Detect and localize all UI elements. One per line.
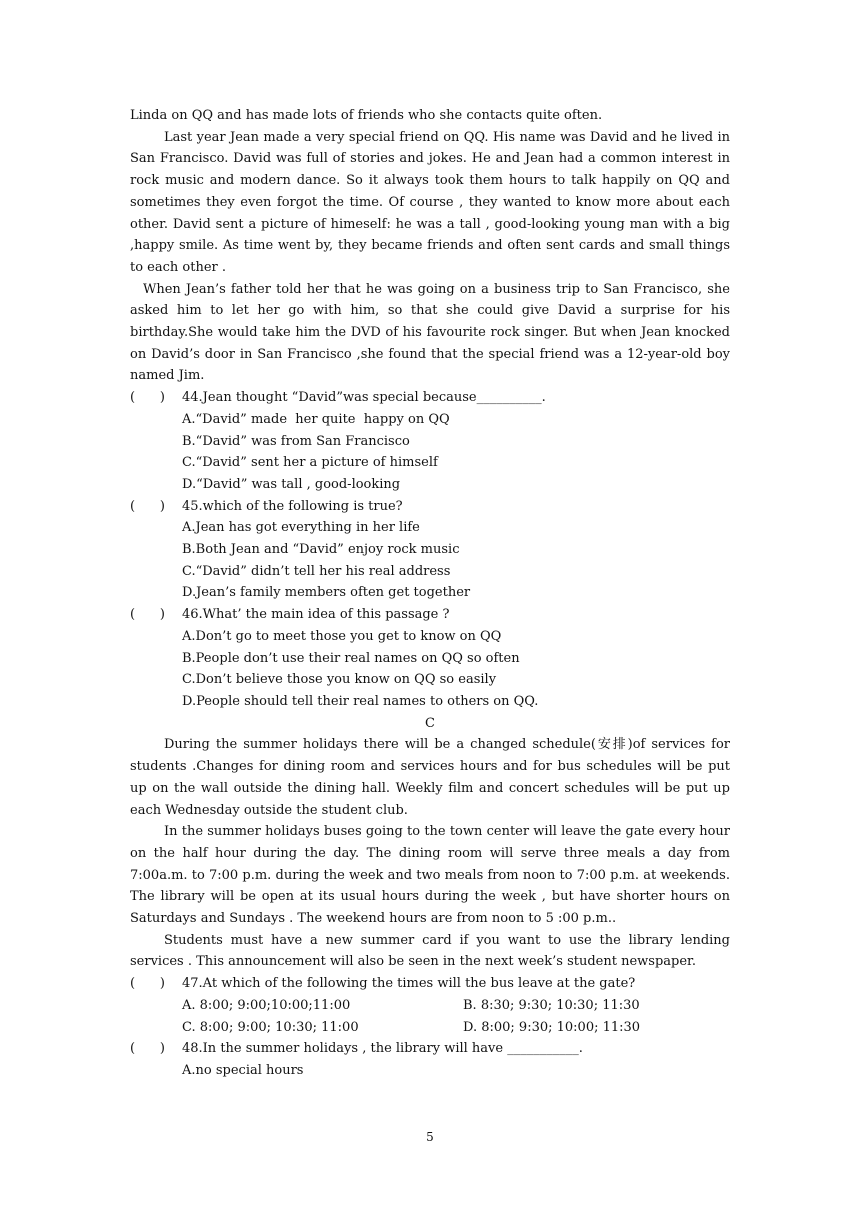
question-44 (130, 387, 730, 496)
option-d: D.Jean’s family members often get together (182, 585, 471, 601)
question-stem: 46.What’ the main idea of this passage ? (182, 607, 450, 623)
option-b: B. 8:30; 9:30; 10:30; 11:30 (463, 997, 640, 1013)
option-d: D.People should tell their real names to others on QQ. (182, 693, 539, 709)
answer-blank[interactable]: ( ) (130, 390, 165, 406)
question-stem: 45.which of the following is true? (182, 498, 403, 514)
option-a: A.“David” made her quite happy on QQ (182, 411, 450, 427)
option-c: C. 8:00; 9:00; 10:30; 11:00 (182, 1019, 359, 1035)
option-a: A.Jean has got everything in her life (182, 520, 420, 536)
question-47 (130, 973, 730, 1038)
question-46 (130, 604, 730, 713)
question-stem: 44.Jean thought “David”was special because__________. (182, 390, 546, 406)
question-stem: 48.In the summer holidays , the library will have ___________. (182, 1041, 583, 1057)
option-b: B.“David” was from San Francisco (182, 433, 410, 449)
option-c: C.“David” didn’t tell her his real address (182, 563, 451, 579)
question-48 (130, 1038, 730, 1081)
option-d: D. 8:00; 9:30; 10:00; 11:30 (463, 1019, 641, 1035)
option-a: A. 8:00; 9:00;10:00;11:00 (182, 997, 351, 1013)
option-c: C.Don’t believe those you know on QQ so easily (182, 672, 497, 688)
passage-b-paragraph-1: Last year Jean made a very special friend on QQ. His name was David and he lived in San Francisco. David was full of stories and jokes. He and Jean had a common interest in rock music and modern dance. So it always took them hours to talk happily on QQ and sometimes they even forgot the time. Of course , they wanted to know more about each other. David sent a picture of himeself: he was a tall , good-looking young man with a big ,happy smile. As time went by, they became friends and often sent cards and small things to each other . (130, 129, 730, 275)
document-body (130, 105, 730, 1082)
passage-b-paragraph-0: Linda on QQ and has made lots of friends who she contacts quite often. (130, 108, 603, 123)
option-c: C.“David” sent her a picture of himself (182, 455, 438, 471)
option-a: A.no special hours (182, 1062, 304, 1078)
section-c-paragraph-1: During the summer holidays there will be a changed schedule(安排)of services for students .Changes for dining room and services hours and for bus schedules will be put up on the wall outside the dining hall. Weekly film and concert schedules will be put up each Wednesday outside the student club. (130, 737, 730, 818)
section-c-paragraph-3: Students must have a new summer card if you want to use the library lending services . This announcement will also be seen in the next week’s student newspaper. (130, 932, 730, 970)
option-a: A.Don’t go to meet those you get to know on QQ (182, 628, 502, 644)
question-45 (130, 496, 730, 605)
option-b: B.People don’t use their real names on QQ so often (182, 650, 520, 666)
answer-blank[interactable]: ( ) (130, 976, 165, 992)
section-c-heading: C (425, 715, 435, 731)
passage-b-paragraph-2: When Jean’s father told her that he was going on a business trip to San Francisco, she asked him to let her go with him, so that she could give David a surprise for his birthday.She would take him the DVD of his favourite rock singer. But when Jean knocked on David’s door in San Francisco ,she found that the special friend was a 12-year-old boy named Jim. (130, 281, 730, 384)
answer-blank[interactable]: ( ) (130, 607, 165, 623)
answer-blank[interactable]: ( ) (130, 498, 165, 514)
section-c-paragraph-2: In the summer holidays buses going to the town center will leave the gate every hour on the half hour during the day. The dining room will serve three meals a day from 7:00a.m. to 7:00 p.m. during the week and two meals from noon to 7:00 p.m. at weekends. The library will be open at its usual hours during the week , but have shorter hours on Saturdays and Sundays . The weekend hours are from noon to 5 :00 p.m.. (130, 824, 730, 927)
option-d: D.“David” was tall , good-looking (182, 476, 401, 492)
answer-blank[interactable]: ( ) (130, 1041, 165, 1057)
page-number: 5 (426, 1130, 434, 1144)
option-b: B.Both Jean and “David” enjoy rock music (182, 542, 460, 558)
question-stem: 47.At which of the following the times will the bus leave at the gate? (182, 976, 636, 992)
